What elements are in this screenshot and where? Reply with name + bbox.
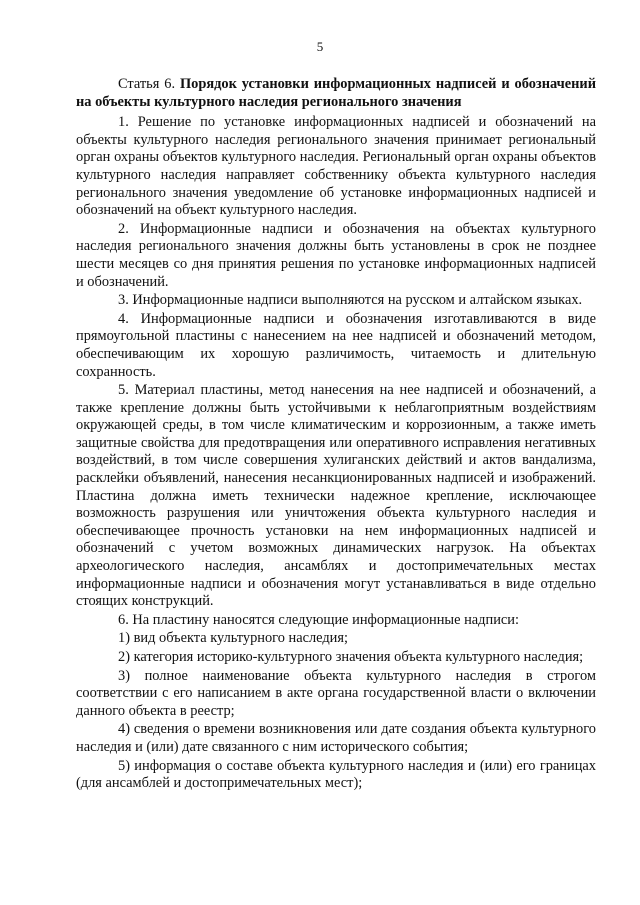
list-item-2: 2) категория историко-культурного значения объекта культурного наследия;	[118, 649, 584, 665]
document-body	[76, 76, 596, 794]
list-item-1: 1) вид объекта культурного наследия;	[118, 630, 349, 647]
article-heading	[76, 76, 596, 111]
list-item-4: 4) сведения о времени возникновения или дате создания объекта культурного наследия и (или) дате связанного с ним исторического события;	[76, 721, 596, 755]
article-title: Порядок установки информационных надписей и обозначений на объекты культурного наследия регионального значения	[76, 76, 596, 110]
paragraph-5: 5. Материал пластины, метод нанесения на нее надписей и обозначений, а также крепление должны быть устойчивыми к неблагоприятным воздействиям окружающей среды, в том числе климатическим и коррозионным, а также иметь защитные свойства для предотвращения или оперативного исправления негативных воздействий, в том числе совершения хулиганских действий и актов вандализма, расклейки объявлений, нанесения несанкционированных надписей и изображений. Пластина должна иметь технически надежное крепление, исключающее возможность разрушения или уничтожения объекта культурного наследия и обеспечивающее прочность установки на нем информационных надписей и обозначений с учетом возможных динамических нагрузок. На объектах археологического наследия, ансамблях и достопримечательных местах информационные надписи и обозначения могут устанавливаться в виде отдельно стоящих конструкций.	[76, 382, 596, 610]
page-number: 5	[316, 39, 324, 54]
paragraph-1: 1. Решение по установке информационных надписей и обозначений на объекты культурного наследия регионального значения принимает региональный орган охраны объектов культурного наследия. Региональный орган охраны объектов культурного наследия направляет собственнику объекта культурного наследия регионального значения уведомление об установке информационных надписей и обозначений на объект культурного наследия.	[76, 114, 596, 219]
paragraph-2: 2. Информационные надписи и обозначения на объектах культурного наследия регионального значения должны быть установлены в срок не позднее шести месяцев со дня принятия решения по установке информационных надписей и обозначений.	[76, 220, 596, 290]
paragraph-3: 3. Информационные надписи выполняются на русском и алтайском языках.	[118, 292, 583, 309]
article-label: Статья 6.	[118, 76, 176, 92]
list-item-5: 5) информация о составе объекта культурного наследия и (или) его границах (для ансамблей и достопримечательных мест);	[76, 757, 596, 792]
paragraph-4: 4. Информационные надписи и обозначения изготавливаются в виде прямоугольной пластины с нанесением на нее надписей и обозначений методом, обеспечивающим их хорошую различимость, читаемость и длительную сохранность.	[76, 310, 596, 380]
list-item-3: 3) полное наименование объекта культурного наследия в строгом соответствии с его написанием в акте органа государственной власти о включении данного объекта в реестр;	[76, 667, 596, 719]
paragraph-6: 6. На пластину наносятся следующие информационные надписи:	[118, 611, 519, 628]
